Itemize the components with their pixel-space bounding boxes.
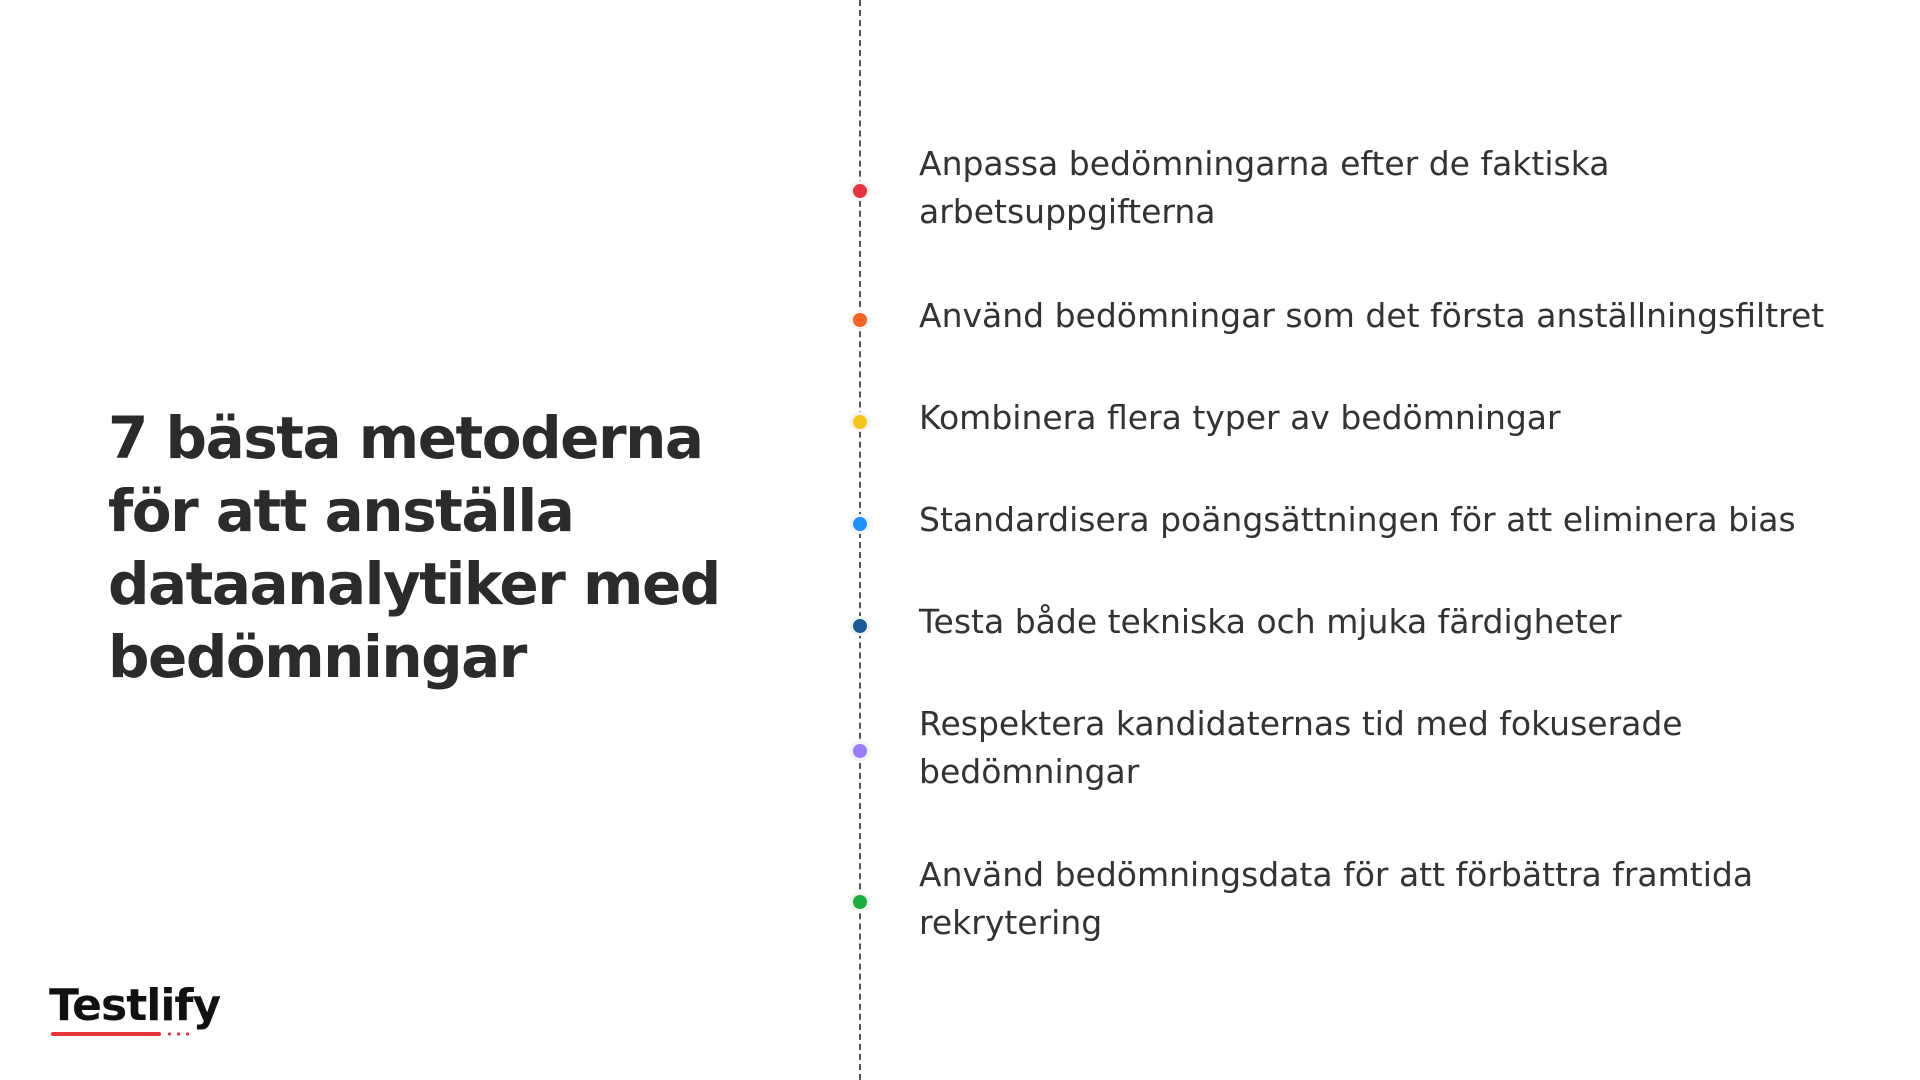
list-item: Respektera kandidaternas tid med fokuserade bedömningar — [919, 704, 1683, 791]
timeline-dot — [850, 310, 870, 330]
timeline-dot — [850, 741, 870, 761]
logo-dots — [165, 1032, 191, 1036]
timeline-dot — [850, 616, 870, 636]
list-item: Använd bedömningsdata för att förbättra framtida rekrytering — [919, 855, 1754, 942]
timeline-dot — [850, 181, 870, 201]
list-item: Använd bedömningar som det första anställningsfiltret — [919, 296, 1825, 335]
list-item: Anpassa bedömningarna efter de faktiska arbetsuppgifterna — [919, 144, 1610, 231]
timeline-line — [859, 0, 861, 1080]
timeline-dot — [850, 892, 870, 912]
timeline-dot — [850, 412, 870, 432]
timeline-dot — [850, 514, 870, 534]
list-item: Kombinera flera typer av bedömningar — [919, 398, 1561, 437]
testlify-logo — [49, 980, 220, 1040]
list-item: Testa både tekniska och mjuka färdigheter — [919, 602, 1622, 641]
page-title: 7 bästa metoderna för att anställa dataanalytiker med bedömningar — [108, 404, 720, 691]
logo-underline — [51, 1032, 161, 1036]
logo-text: Testlify — [49, 980, 221, 1031]
list-item: Standardisera poängsättningen för att eliminera bias — [919, 500, 1796, 539]
